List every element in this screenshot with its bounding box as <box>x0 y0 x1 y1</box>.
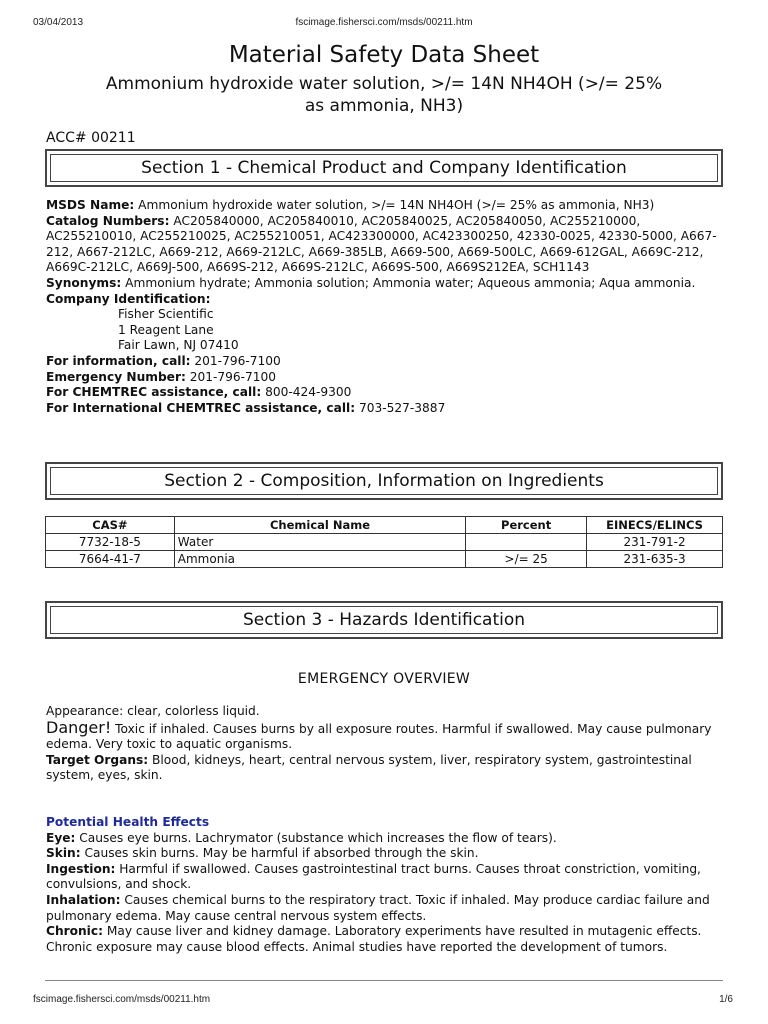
hazards-overview <box>46 704 726 784</box>
synonyms-label: Synonyms: <box>46 275 122 290</box>
intl-chemtrec-label: For International CHEMTREC assistance, call: <box>46 400 356 415</box>
chemtrec-phone: 800-424-9300 <box>261 385 352 400</box>
synonyms-value: Ammonium hydrate; Ammonia solution; Ammonia water; Aqueous ammonia; Aqua ammonia. <box>121 275 696 290</box>
table-row <box>46 534 723 551</box>
skin-row <box>46 846 726 862</box>
ingestion-row <box>46 862 726 893</box>
company-label: Company Identification: <box>46 291 211 306</box>
chronic-row <box>46 924 726 955</box>
eye-label: Eye: <box>46 830 76 845</box>
company-address-1: 1 Reagent Lane <box>118 322 214 337</box>
danger-word: Danger! <box>46 717 112 737</box>
ingestion-value: Harmful if swallowed. Causes gastrointestinal tract burns. Causes throat constriction, vomiting, convulsions, and shock. <box>46 861 701 892</box>
eye-row <box>46 831 726 847</box>
target-organs-label: Target Organs: <box>46 752 149 767</box>
synonyms-row <box>46 276 726 292</box>
col-header-cas: CAS# <box>46 517 175 534</box>
footer-url: fscimage.fishersci.com/msds/00211.htm <box>33 994 211 1005</box>
page-divider <box>45 980 723 981</box>
intl-chemtrec-row <box>46 401 726 417</box>
composition-table <box>45 516 723 568</box>
catalog-value: AC205840000, AC205840010, AC205840025, AC205840050, AC255210000, AC255210010, AC255210025, AC255210051, AC423300000, AC423300250, 42330-0025, 42330-5000, A667-212, A667-212LC, A669-212, A669-212LC, A669-385LB, A669-500, A669-500LC, A669-612GAL, A669C-212, A669C-212LC, A669J-500, A669S-212, A669S-212LC, A669S-500, A669S212EA, SCH1143 <box>46 213 717 275</box>
chronic-label: Chronic: <box>46 924 103 939</box>
inhalation-label: Inhalation: <box>46 892 121 907</box>
msds-name-row <box>46 198 726 214</box>
page-subtitle <box>30 73 738 117</box>
cell-chemical-name: Water <box>174 534 465 551</box>
company-address-2: Fair Lawn, NJ 07410 <box>118 338 239 353</box>
potential-health-effects-title: Potential Health Effects <box>46 815 210 829</box>
emergency-row <box>46 370 726 386</box>
section-1-title: Section 1 - Chemical Product and Company Identification <box>50 154 718 182</box>
target-organs-row <box>46 753 726 784</box>
ingestion-label: Ingestion: <box>46 861 116 876</box>
emergency-label: Emergency Number: <box>46 369 186 384</box>
inhalation-row <box>46 893 726 924</box>
eye-value: Causes eye burns. Lachrymator (substance which increases the flow of tears). <box>75 830 557 845</box>
skin-label: Skin: <box>46 846 81 861</box>
page-title: Material Safety Data Sheet <box>228 42 540 68</box>
intl-chemtrec-phone: 703-527-3887 <box>355 400 446 415</box>
col-header-einecs: EINECS/ELINCS <box>587 517 723 534</box>
msds-name-label: MSDS Name: <box>46 198 135 212</box>
company-row <box>46 292 726 308</box>
chemtrec-label: For CHEMTREC assistance, call: <box>46 385 262 400</box>
section-1-body <box>46 198 726 416</box>
cell-chemical-name: Ammonia <box>174 551 465 568</box>
info-phone: 201-796-7100 <box>190 353 281 368</box>
cell-percent: >/= 25 <box>466 551 587 568</box>
print-url: fscimage.fishersci.com/msds/00211.htm <box>295 17 473 28</box>
catalog-label: Catalog Numbers: <box>46 213 170 228</box>
subtitle-line-1: Ammonium hydroxide water solution, >/= 14N NH4OH (>/= 25% <box>105 74 663 94</box>
cell-cas: 7732-18-5 <box>46 534 175 551</box>
acc-number: ACC# 00211 <box>46 130 136 146</box>
info-label: For information, call: <box>46 353 191 368</box>
msds-name-value: Ammonium hydroxide water solution, >/= 14N NH4OH (>/= 25% as ammonia, NH3) <box>134 198 655 212</box>
section-3-header <box>45 601 723 639</box>
section-3-title: Section 3 - Hazards Identification <box>50 606 718 634</box>
table-row <box>46 551 723 568</box>
section-1-header <box>45 149 723 187</box>
col-header-chemical-name: Chemical Name <box>174 517 465 534</box>
chronic-value: May cause liver and kidney damage. Laboratory experiments have resulted in mutagenic effects. Chronic exposure may cause blood effects. Animal studies have reported the development of tumors. <box>46 924 702 954</box>
chemtrec-row <box>46 385 726 401</box>
health-effects <box>46 815 726 955</box>
section-2-header <box>45 462 723 500</box>
danger-text: Toxic if inhaled. Causes burns by all exposure routes. Harmful if swallowed. May cause pulmonary edema. Very toxic to aquatic organisms. <box>46 721 712 752</box>
col-header-percent: Percent <box>466 517 587 534</box>
cell-einecs: 231-791-2 <box>587 534 723 551</box>
cell-percent <box>466 534 587 551</box>
appearance-text: Appearance: clear, colorless liquid. <box>46 704 260 718</box>
section-2-title: Section 2 - Composition, Information on Ingredients <box>50 467 718 495</box>
cell-einecs: 231-635-3 <box>587 551 723 568</box>
page-number: 1/6 <box>719 994 733 1005</box>
cell-cas: 7664-41-7 <box>46 551 175 568</box>
inhalation-value: Causes chemical burns to the respiratory tract. Toxic if inhaled. May produce cardiac failure and pulmonary edema. May cause central nervous system effects. <box>46 892 710 923</box>
table-header-row <box>46 517 723 534</box>
info-row <box>46 354 726 370</box>
company-name: Fisher Scientific <box>118 307 214 322</box>
emergency-phone: 201-796-7100 <box>185 369 277 384</box>
subtitle-line-2: as ammonia, NH3) <box>304 96 464 116</box>
danger-row <box>46 717 726 753</box>
print-date: 03/04/2013 <box>33 17 84 28</box>
target-organs-value: Blood, kidneys, heart, central nervous system, liver, respiratory system, gastrointestinal system, eyes, skin. <box>46 752 692 783</box>
catalog-row <box>46 214 726 276</box>
skin-value: Causes skin burns. May be harmful if absorbed through the skin. <box>80 846 479 861</box>
emergency-overview-title: EMERGENCY OVERVIEW <box>297 671 471 687</box>
